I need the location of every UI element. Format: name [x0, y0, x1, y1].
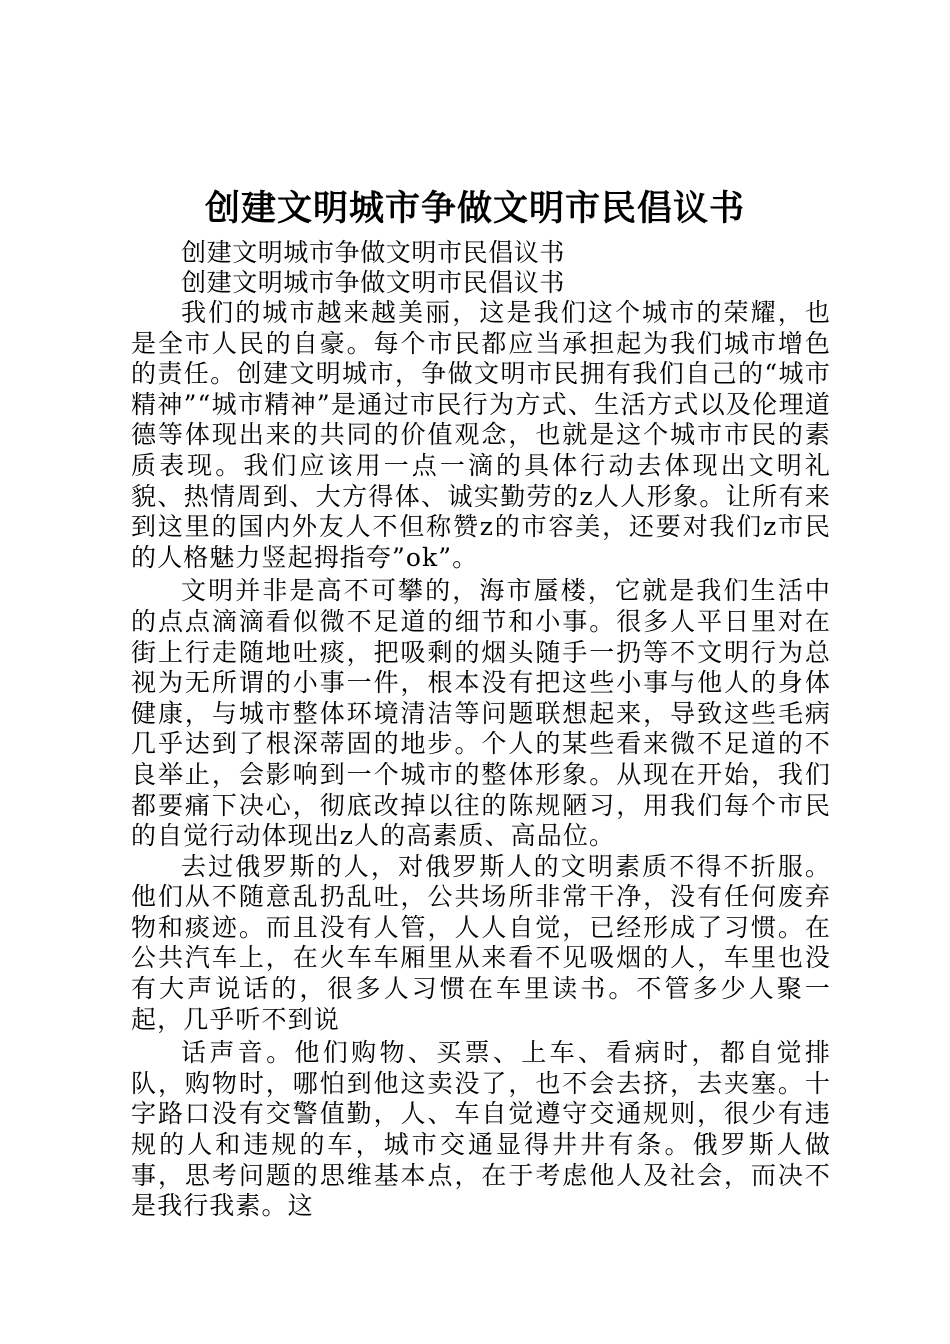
- document-title: 创建文明城市争做文明市民倡议书: [204, 188, 745, 229]
- document-body: [131, 238, 831, 1222]
- subtitle-line: 创建文明城市争做文明市民倡议书: [181, 268, 566, 297]
- subtitle-line: 创建文明城市争做文明市民倡议书: [181, 238, 566, 267]
- body-paragraph: 我们的城市越来越美丽，这是我们这个城市的荣耀，也是全市人民的自豪。每个市民都应当承担起为我们城市增色的责任。创建文明城市，争做文明市民拥有我们自己的“城市精神”“城市精神”是通过市民行为方式、生活方式以及伦理道德等体现出来的共同的价值观念，也就是这个城市市民的素质表现。我们应该用一点一滴的具体行动去体现出文明礼貌、热情周到、大方得体、诚实勤劳的z人人形象。让所有来到这里的国内外友人不但称赞z的市容美，还要对我们z市民的人格魅力竖起拇指夸”ok”。: [131, 298, 831, 572]
- body-paragraph: 话声音。他们购物、买票、上车、看病时，都自觉排队，购物时，哪怕到他这卖没了，也不会去挤，去夹塞。十字路口没有交警值勤，人、车自觉遵守交通规则，很少有违规的人和违规的车，城市交通显得井井有条。俄罗斯人做事，思考问题的思维基本点，在于考虑他人及社会，而决不是我行我素。这: [131, 1038, 831, 1221]
- body-paragraph: 文明并非是高不可攀的，海市蜃楼，它就是我们生活中的点点滴滴看似微不足道的细节和小事。很多人平日里对在街上行走随地吐痰，把吸剩的烟头随手一扔等不文明行为总视为无所谓的小事一件，根本没有把这些小事与他人的身体健康，与城市整体环境清洁等问题联想起来，导致这些毛病几乎达到了根深蒂固的地步。个人的某些看来微不足道的不良举止，会影响到一个城市的整体形象。从现在开始，我们都要痛下决心，彻底改掉以往的陈规陋习，用我们每个市民的自觉行动体现出z人的高素质、高品位。: [131, 576, 831, 851]
- body-paragraph: 去过俄罗斯的人，对俄罗斯人的文明素质不得不折服。他们从不随意乱扔乱吐，公共场所非常干净，没有任何废弃物和痰迹。而且没有人管，人人自觉，已经形成了习惯。在公共汽车上，在火车车厢里从来看不见吸烟的人，车里也没有大声说话的，很多人习惯在车里读书。不管多少人聚一起，几乎听不到说: [131, 851, 831, 1034]
